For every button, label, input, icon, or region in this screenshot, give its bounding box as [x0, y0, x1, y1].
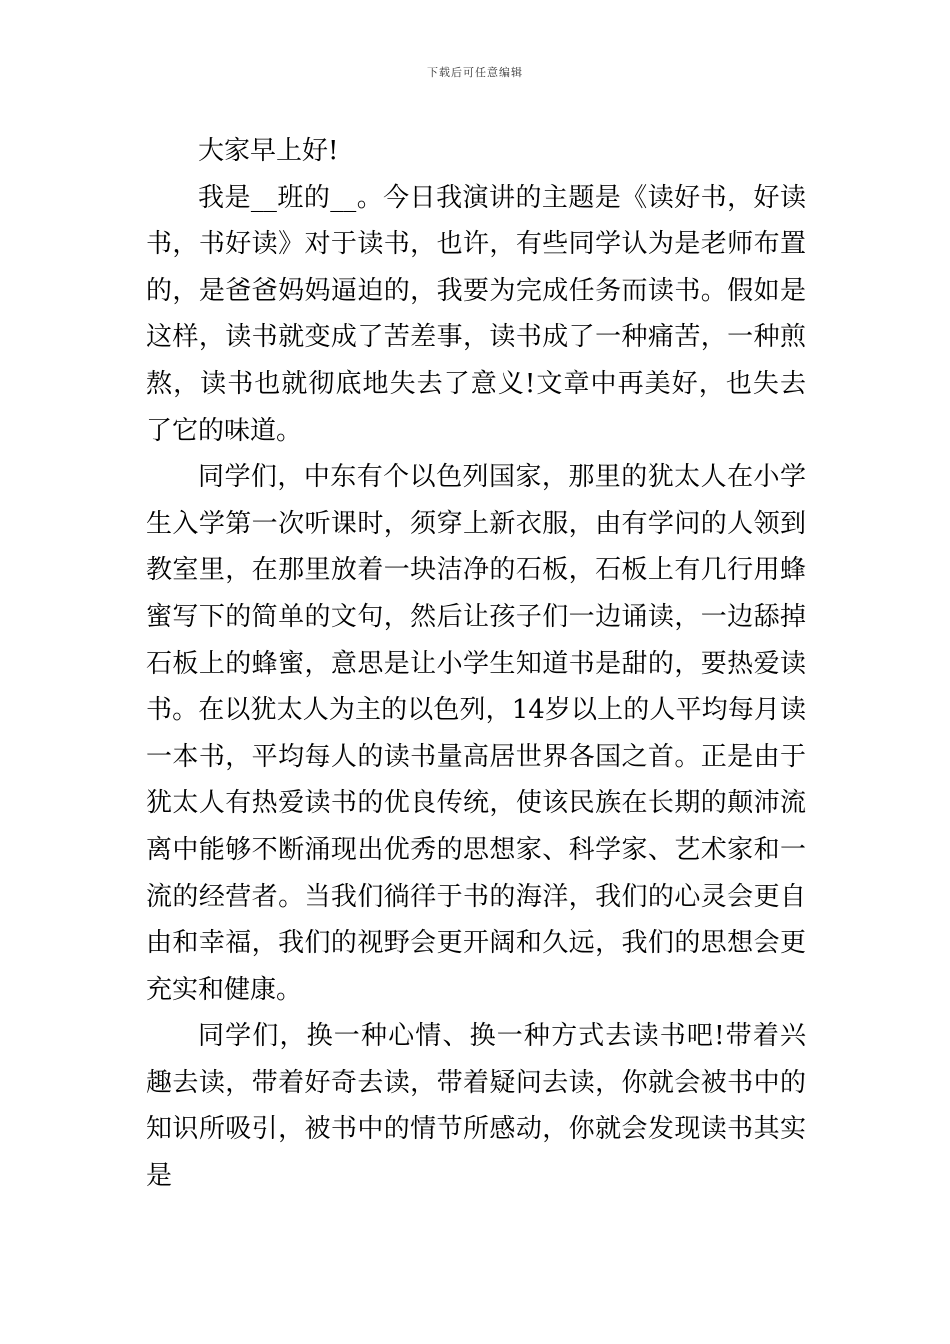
paragraph-israel-example: 同学们，中东有个以色列国家，那里的犹太人在小学生入学第一次听课时，须穿上新衣服，由有学问的人领到教室里，在那里放着一块洁净的石板，石板上有几行用蜂蜜写下的简单的文句，然后让孩子们一边诵读，一边舔掉石板上的蜂蜜，意思是让小学生知道书是甜的，要热爱读书。在以犹太人为主的以色列，14岁以上的人平均每月读一本书，平均每人的读书量高居世界各国之首。正是由于犹太人有热爱读书的优良传统，使该民族在长期的颠沛流离中能够不断涌现出优秀的思想家、科学家、艺术家和一流的经营者。当我们徜徉于书的海洋，我们的心灵会更自由和幸福，我们的视野会更开阔和久远，我们的思想会更充实和健康。	[146, 462, 806, 1005]
paragraph-greeting: 大家早上好!	[198, 136, 339, 166]
page-header: 下载后可任意编辑	[427, 66, 523, 79]
paragraph-call-to-action: 同学们，换一种心情、换一种方式去读书吧!带着兴趣去读，带着好奇去读，带着疑问去读，你就会被书中的知识所吸引，被书中的情节所感动，你就会发现读书其实是	[146, 1021, 806, 1192]
paragraph-intro: 我是__班的__。今日我演讲的主题是《读好书，好读书，书好读》对于读书，也许，有些同学认为是老师布置的，是爸爸妈妈逼迫的，我要为完成任务而读书。假如是这样，读书就变成了苦差事，读书成了一种痛苦，一种煎熬，读书也就彻底地失去了意义!文章中再美好，也失去了它的味道。	[146, 182, 806, 446]
document-body	[146, 128, 806, 1200]
